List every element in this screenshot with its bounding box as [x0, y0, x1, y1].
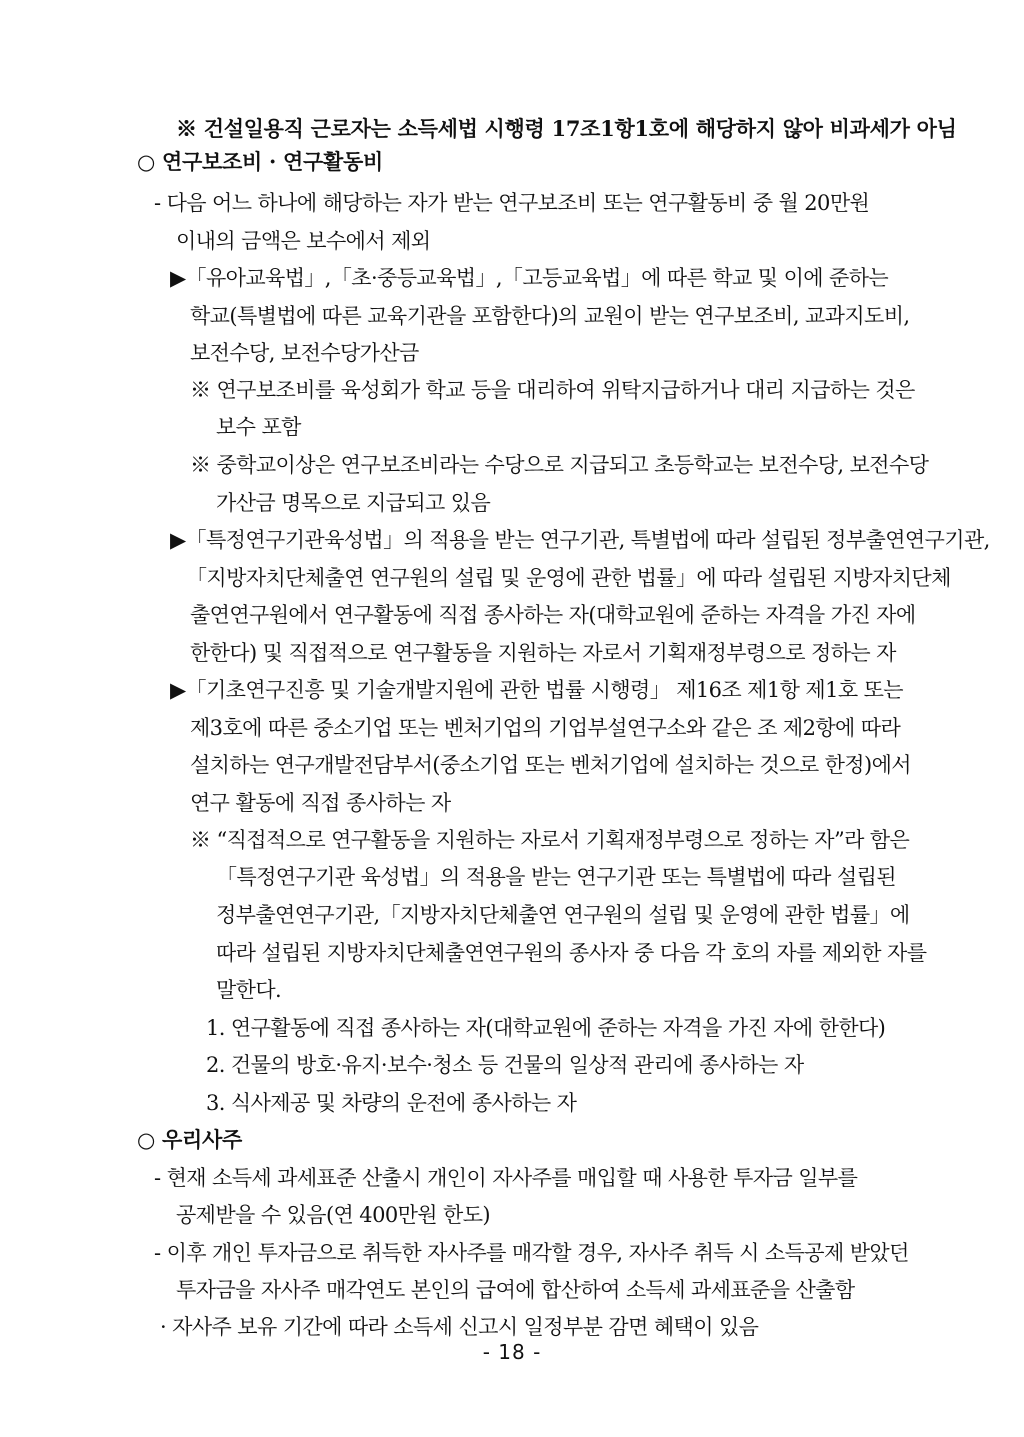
paragraph-line: 출연연구원에서 연구활동에 직접 종사하는 자(대학교원에 준하는 자격을 가진 자에 [190, 603, 916, 627]
paragraph-line: - 다음 어느 하나에 해당하는 자가 받는 연구보조비 또는 연구활동비 중 월 20만원 [154, 191, 870, 215]
numbered-item: 3. 식사제공 및 차량의 운전에 종사하는 자 [206, 1091, 577, 1115]
bullet-item-line: ▶「기초연구진흥 및 기술개발지원에 관한 법률 시행령」 제16조 제1항 제1호 또는 [170, 678, 903, 702]
paragraph-line: 제3호에 따른 중소기업 또는 벤처기업의 기업부설연구소와 같은 조 제2항에 따라 [190, 716, 901, 740]
note-line: 따라 설립된 지방자치단체출연연구원의 종사자 중 다음 각 호의 자를 제외한 자를 [216, 941, 927, 965]
paragraph-line: 공제받을 수 있음(연 400만원 한도) [176, 1203, 491, 1227]
page-number: - 18 - [482, 1340, 542, 1364]
bullet-item-line: ▶「유아교육법」,「초·중등교육법」,「고등교육법」에 따른 학교 및 이에 준하는 [170, 266, 889, 290]
note-line: ※ 중학교이상은 연구보조비라는 수당으로 지급되고 초등학교는 보전수당, 보전수당 [190, 453, 929, 477]
note-line: 가산금 명목으로 지급되고 있음 [216, 491, 491, 515]
paragraph-line: 설치하는 연구개발전담부서(중소기업 또는 벤처기업에 설치하는 것으로 한정)에서 [190, 753, 911, 777]
paragraph-line: 보전수당, 보전수당가산금 [190, 341, 419, 365]
paragraph-line: 한한다) 및 직접적으로 연구활동을 지원하는 자로서 기획재정부령으로 정하는 자 [190, 641, 896, 665]
paragraph-line: - 현재 소득세 과세표준 산출시 개인이 자사주를 매입할 때 사용한 투자금 일부를 [154, 1166, 858, 1190]
paragraph-line: 연구 활동에 직접 종사하는 자 [190, 791, 451, 815]
note-line: 「특정연구기관 육성법」의 적용을 받는 연구기관 또는 특별법에 따라 설립된 [216, 865, 896, 889]
section-heading-research-allowance: ○ 연구보조비 · 연구활동비 [137, 149, 383, 174]
note-line: ※ 연구보조비를 육성회가 학교 등을 대리하여 위탁지급하거나 대리 지급하는 것은 [190, 378, 915, 402]
paragraph-line: · 자사주 보유 기간에 따라 소득세 신고시 일정부분 감면 혜택이 있음 [160, 1315, 759, 1339]
paragraph-line: - 이후 개인 투자금으로 취득한 자사주를 매각할 경우, 자사주 취득 시 소득공제 받았던 [154, 1241, 909, 1265]
paragraph-line: 학교(특별법에 따른 교육기관을 포함한다)의 교원이 받는 연구보조비, 교과지도비, [190, 304, 910, 328]
note-line: ※ “직접적으로 연구활동을 지원하는 자로서 기획재정부령으로 정하는 자”라 함은 [190, 828, 910, 852]
paragraph-line: 이내의 금액은 보수에서 제외 [176, 229, 431, 253]
note-line: 말한다. [216, 978, 282, 1002]
paragraph-line: 「지방자치단체출연 연구원의 설립 및 운영에 관한 법률」에 따라 설립된 지방자치단체 [186, 566, 951, 590]
numbered-item: 2. 건물의 방호·유지·보수·청소 등 건물의 일상적 관리에 종사하는 자 [206, 1053, 804, 1077]
section-heading-employee-stock: ○ 우리사주 [137, 1127, 242, 1152]
note-daily-worker: ※ 건설일용직 근로자는 소득세법 시행령 17조1항1호에 해당하지 않아 비과세가 아님 [176, 116, 957, 141]
numbered-item: 1. 연구활동에 직접 종사하는 자(대학교원에 준하는 자격을 가진 자에 한한다) [206, 1016, 886, 1040]
bullet-item-line: ▶「특정연구기관육성법」의 적용을 받는 연구기관, 특별법에 따라 설립된 정부출연연구기관, [170, 528, 990, 552]
note-line: 정부출연연구기관,「지방자치단체출연 연구원의 설립 및 운영에 관한 법률」에 [216, 903, 910, 927]
note-line: 보수 포함 [216, 415, 301, 439]
paragraph-line: 투자금을 자사주 매각연도 본인의 급여에 합산하여 소득세 과세표준을 산출함 [176, 1278, 855, 1302]
